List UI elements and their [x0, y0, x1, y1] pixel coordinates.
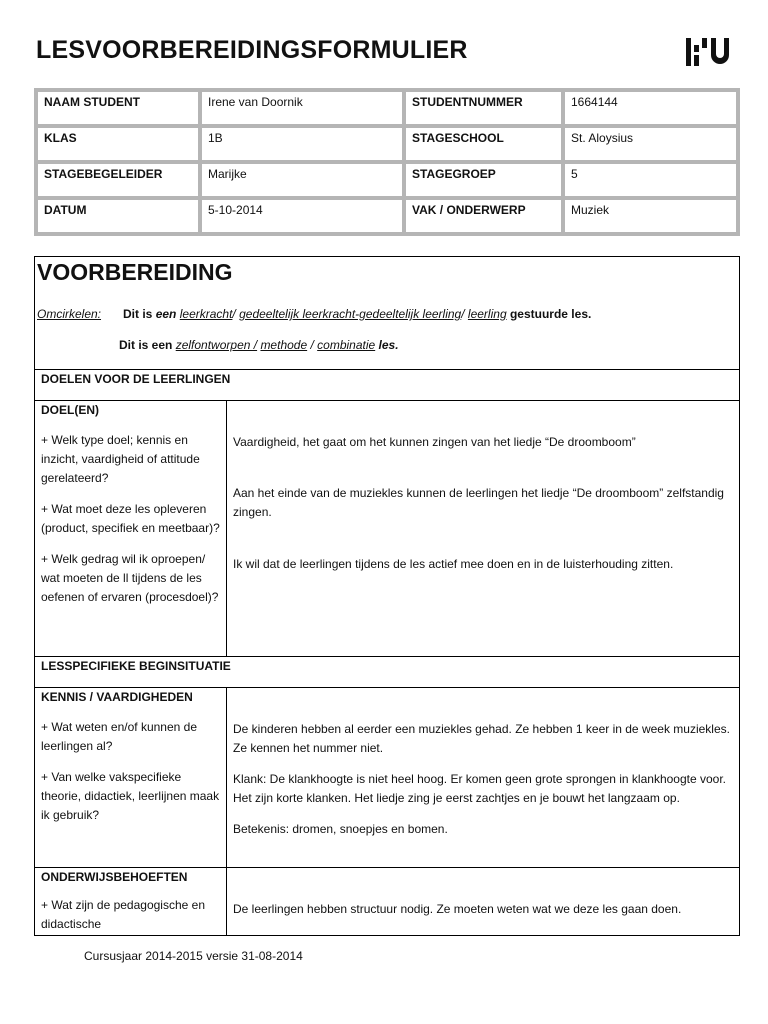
value-cell: Marijke [200, 162, 404, 198]
table-row [36, 126, 738, 162]
value-cell: 5 [563, 162, 738, 198]
value-cell: St. Aloysius [563, 126, 738, 162]
table-row [36, 198, 738, 234]
goals-row [35, 401, 739, 657]
knowledge-answer-3: Betekenis: dromen, snoepjes en bomen. [233, 822, 448, 836]
option-zelfontworpen[interactable]: zelfontworpen / [175, 338, 258, 352]
steering-line: Omcirkelen: Dit is een leerkracht/ gedeeltelijk leerkracht-gedeeltelijk leerling/ leerling gestuurde les. [37, 307, 592, 321]
value-cell: Irene van Doornik [200, 90, 404, 126]
table-row [36, 162, 738, 198]
student-info-table [34, 88, 740, 236]
label-cell: STUDENTNUMMER [404, 90, 563, 126]
goals-header: DOELEN VOOR DE LEERLINGEN [35, 370, 739, 401]
needs-question-1: + Wat zijn de pedagogische en didactische [41, 898, 205, 931]
label-cell: NAAM STUDENT [36, 90, 200, 126]
preparation-title: VOORBEREIDING [37, 259, 233, 285]
goals-question-2: + Wat moet deze les opleveren (product, specifiek en meetbaar)? [41, 502, 220, 535]
knowledge-row [35, 688, 739, 868]
label-cell: STAGEGROEP [404, 162, 563, 198]
needs-questions [35, 868, 227, 936]
option-leerkracht[interactable]: leerkracht [179, 307, 233, 321]
goals-answers [227, 401, 739, 656]
goals-questions [35, 401, 227, 656]
table-row [36, 90, 738, 126]
option-gedeeltelijk[interactable]: gedeeltelijk leerkracht-gedeeltelijk leerling [239, 307, 462, 321]
footer-version: Cursusjaar 2014-2015 versie 31-08-2014 [84, 949, 303, 963]
goals-answer-3: Ik wil dat de leerlingen tijdens de les actief mee doen en in de luisterhouding zitten. [233, 557, 674, 571]
beginsituatie-header: LESSPECIFIEKE BEGINSITUATIE [35, 657, 739, 688]
value-cell: Muziek [563, 198, 738, 234]
steering-prefix: Dit is [123, 307, 153, 321]
knowledge-answer-1: De kinderen hebben al eerder een muziekles gehad. Ze hebben 1 keer in de week muziekles. Ze kennen het nummer niet. [233, 722, 730, 755]
goals-question-1: + Welk type doel; kennis en inzicht, vaardigheid of attitude gerelateerd? [41, 433, 200, 485]
option-leerling[interactable]: leerling [467, 307, 507, 321]
label-cell: VAK / ONDERWERP [404, 198, 563, 234]
goals-question-3: + Welk gedrag wil ik oproepen/ wat moeten de ll tijdens de les oefenen of ervaren (procesdoel)? [41, 552, 219, 604]
label-cell: STAGEBEGELEIDER [36, 162, 200, 198]
goals-answer-1: Vaardigheid, het gaat om het kunnen zingen van het liedje “De droomboom” [233, 435, 636, 449]
design-prefix: Dit is een [119, 338, 173, 352]
preparation-header [35, 257, 739, 370]
preparation-section [34, 256, 740, 936]
knowledge-question-1: + Wat weten en/of kunnen de leerlingen al? [41, 720, 197, 753]
circle-instruction: Omcirkelen: [37, 307, 102, 321]
design-suffix: les. [378, 338, 399, 352]
knowledge-question-2: + Van welke vakspecifieke theorie, didactiek, leerlijnen maak ik gebruik? [41, 770, 220, 822]
knowledge-heading: KENNIS / VAARDIGHEDEN [41, 690, 193, 704]
value-cell: 1664144 [563, 90, 738, 126]
goals-answer-2: Aan het einde van de muziekles kunnen de leerlingen het liedje “De droomboom” zelfstandig zingen. [233, 486, 724, 519]
goals-heading: DOEL(EN) [41, 403, 99, 417]
steering-een: een [155, 307, 177, 321]
value-cell: 5-10-2014 [200, 198, 404, 234]
option-methode[interactable]: methode [260, 338, 308, 352]
hu-logo-icon [684, 36, 730, 68]
knowledge-answers [227, 688, 739, 867]
steering-suffix: gestuurde les. [509, 307, 592, 321]
design-line: Dit is een zelfontworpen / methode / combinatie les. [119, 338, 399, 352]
label-cell: KLAS [36, 126, 200, 162]
needs-answers [227, 868, 739, 936]
label-cell: STAGESCHOOL [404, 126, 563, 162]
page-title: LESVOORBEREIDINGSFORMULIER [36, 36, 468, 64]
knowledge-answer-2: Klank: De klankhoogte is niet heel hoog. Er komen geen grote sprongen in klankhoogte voor. Het zijn korte klanken. Het liedje zing je eerst zachtjes en je bouwt het langzaam op. [233, 772, 726, 805]
label-cell: DATUM [36, 198, 200, 234]
needs-row [35, 868, 739, 936]
knowledge-questions [35, 688, 227, 867]
option-combinatie[interactable]: combinatie [317, 338, 376, 352]
needs-heading: ONDERWIJSBEHOEFTEN [41, 870, 188, 884]
needs-answer-1: De leerlingen hebben structuur nodig. Ze moeten weten wat we deze les gaan doen. [233, 902, 682, 916]
value-cell: 1B [200, 126, 404, 162]
